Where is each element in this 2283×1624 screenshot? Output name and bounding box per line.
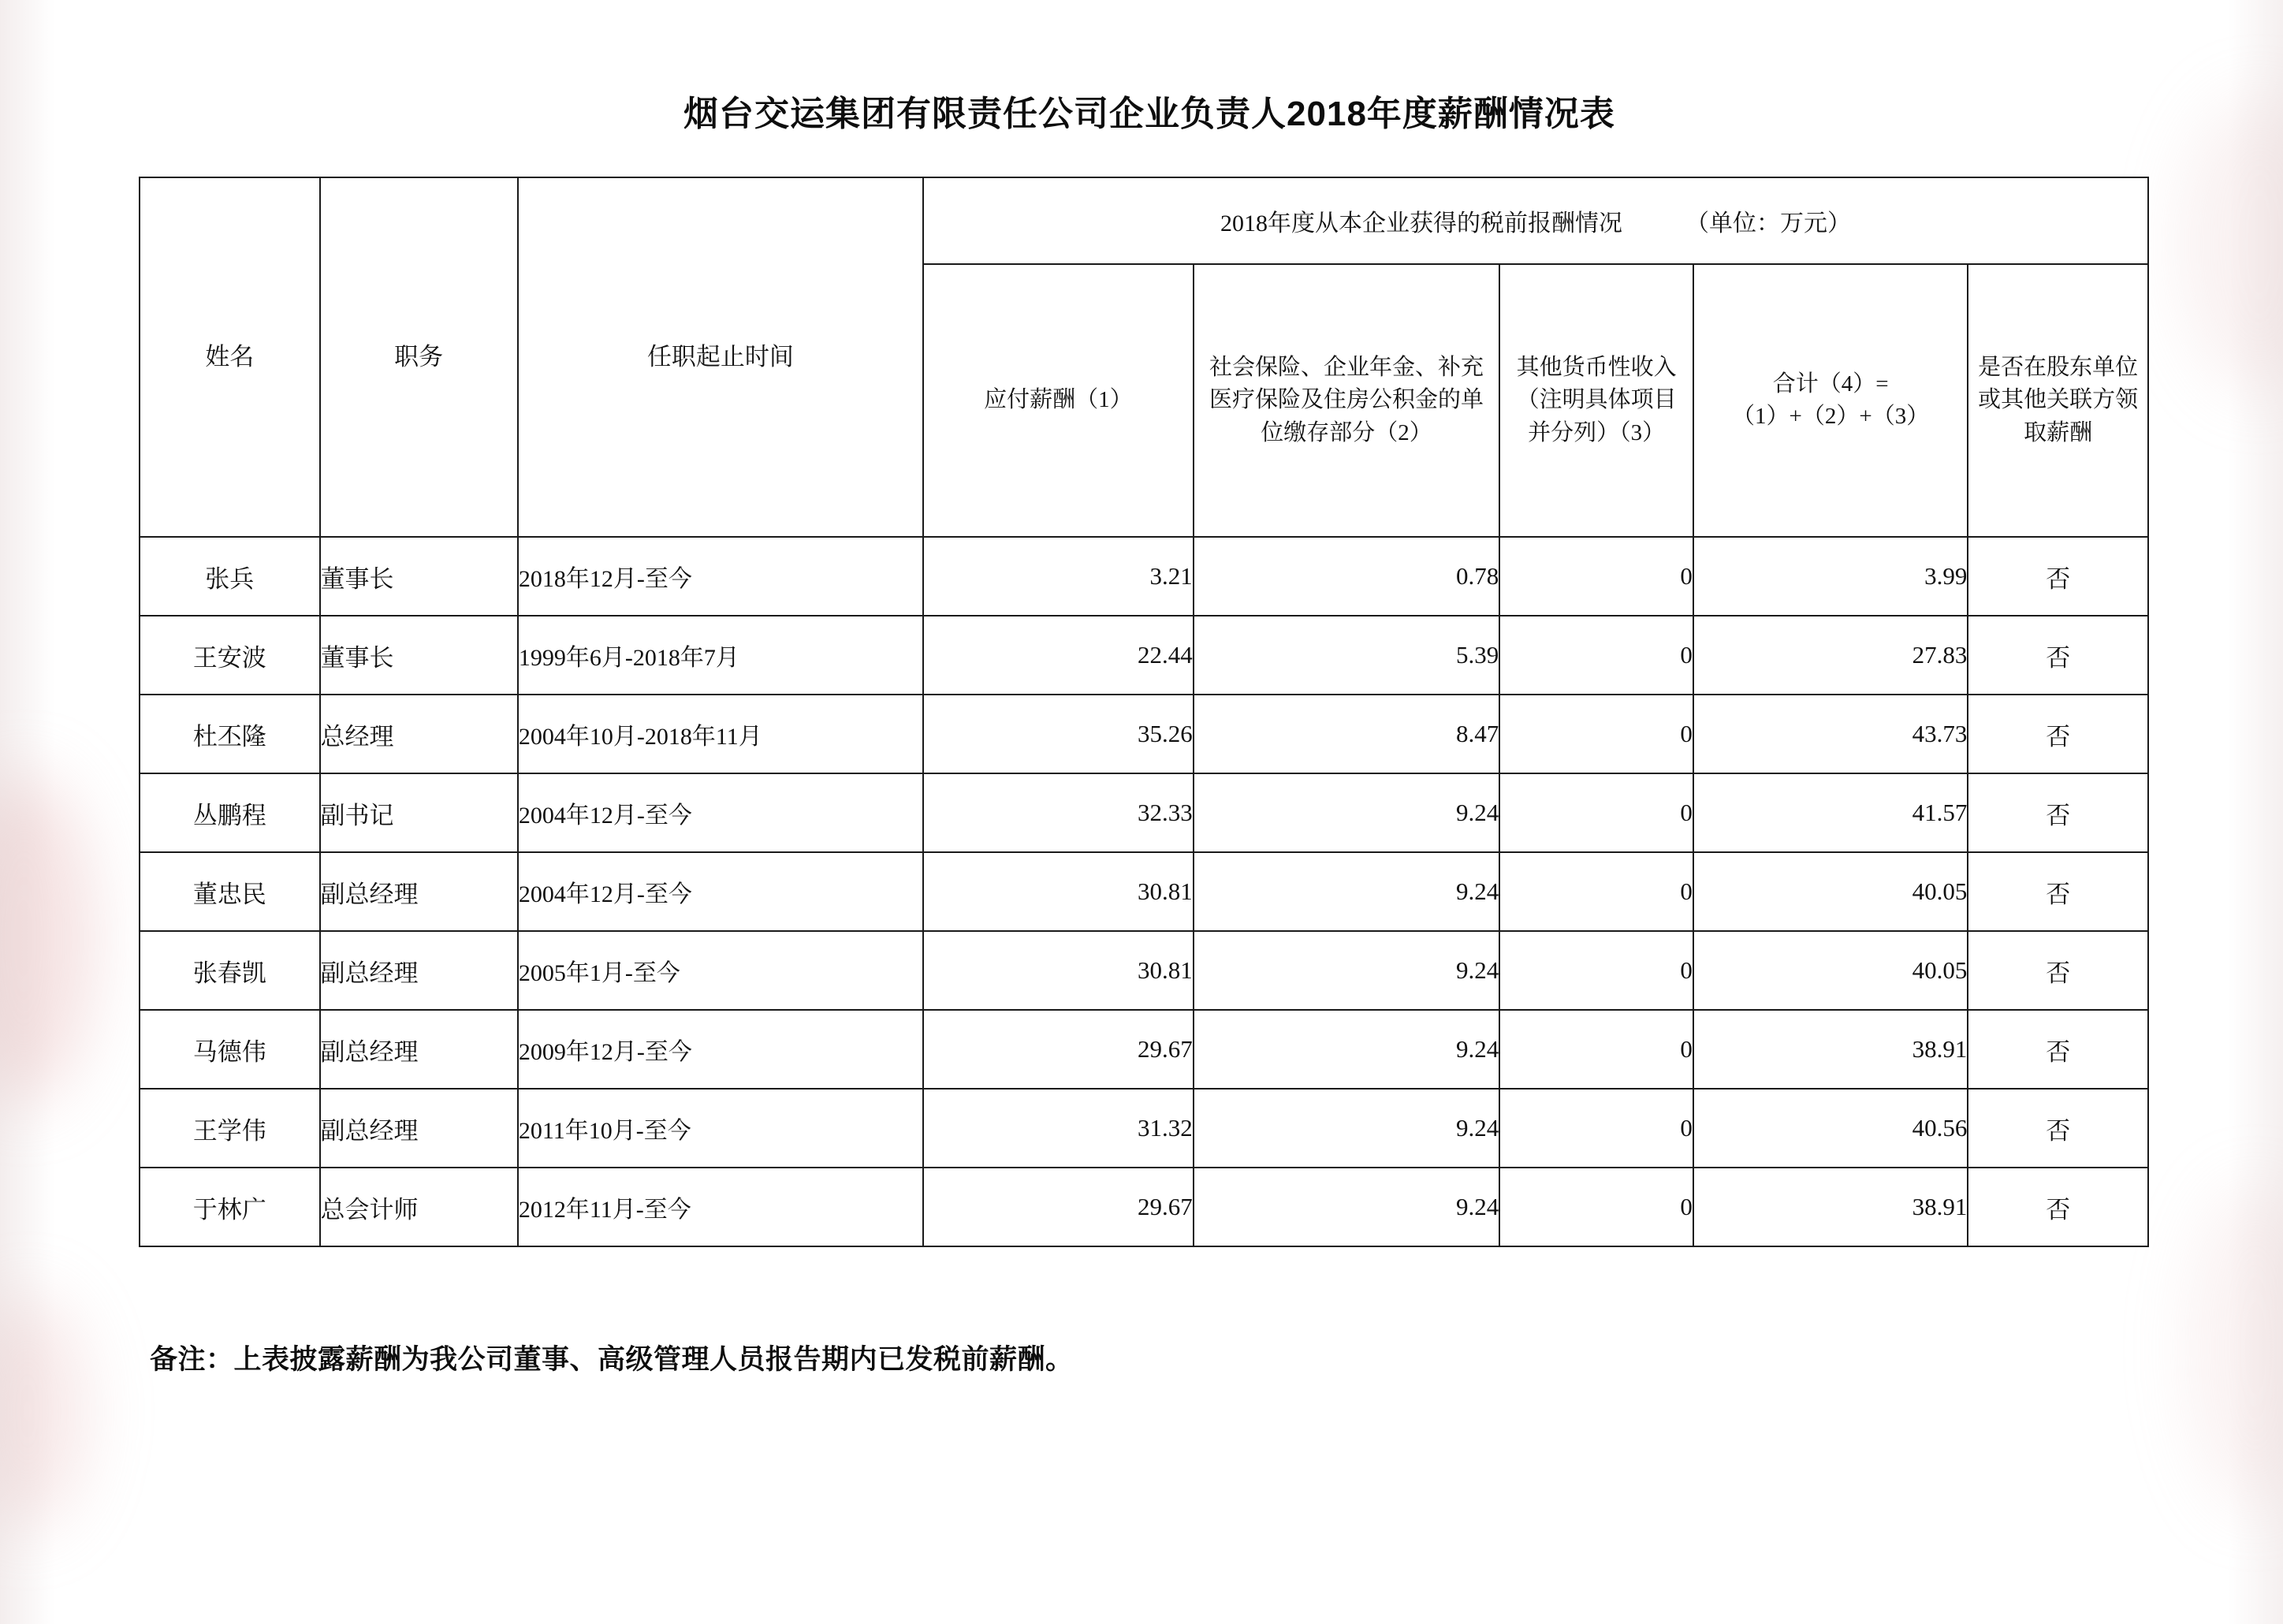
cell-position: 副总经理 [320,1010,518,1089]
page-title: 烟台交运集团有限责任公司企业负责人2018年度薪酬情况表 [683,95,1615,133]
cell-total: 38.91 [1693,1010,1968,1089]
column-header-other-income: 其他货币性收入（注明具体项目并分列）（3） [1499,264,1693,537]
cell-payable: 35.26 [923,695,1194,773]
column-header-period: 任职起止时间 [518,177,923,537]
cell-position: 副书记 [320,773,518,852]
cell-position: 副总经理 [320,1089,518,1168]
cell-insurance: 9.24 [1194,852,1499,931]
cell-position: 董事长 [320,537,518,616]
cell-related-party: 否 [1968,1168,2148,1246]
cell-payable: 32.33 [923,773,1194,852]
cell-insurance: 9.24 [1194,773,1499,852]
cell-period: 2004年12月-至今 [518,852,923,931]
column-header-name: 姓名 [140,177,320,537]
cell-payable: 29.67 [923,1168,1194,1246]
cell-total: 43.73 [1693,695,1968,773]
cell-period: 2005年1月-至今 [518,931,923,1010]
cell-name: 王安波 [140,616,320,695]
cell-name: 董忠民 [140,852,320,931]
cell-insurance: 0.78 [1194,537,1499,616]
cell-other-income: 0 [1499,773,1693,852]
table-row [140,931,2148,1010]
table-header-row-group [140,177,2148,264]
column-header-insurance: 社会保险、企业年金、补充医疗保险及住房公积金的单位缴存部分（2） [1194,264,1499,537]
cell-other-income: 0 [1499,931,1693,1010]
cell-position: 总会计师 [320,1168,518,1246]
cell-related-party: 否 [1968,852,2148,931]
cell-total: 3.99 [1693,537,1968,616]
table-row [140,695,2148,773]
column-header-payable: 应付薪酬（1） [923,264,1194,537]
salary-table [139,177,2149,1247]
cell-period: 2011年10月-至今 [518,1089,923,1168]
cell-other-income: 0 [1499,616,1693,695]
cell-other-income: 0 [1499,852,1693,931]
cell-related-party: 否 [1968,1010,2148,1089]
cell-name: 丛鹏程 [140,773,320,852]
table-header [140,177,2148,537]
cell-insurance: 9.24 [1194,1089,1499,1168]
cell-period: 2009年12月-至今 [518,1010,923,1089]
table-row [140,1089,2148,1168]
unit-note: （单位：万元） [1685,210,1851,237]
cell-related-party: 否 [1968,616,2148,695]
cell-payable: 30.81 [923,852,1194,931]
cell-total: 40.05 [1693,931,1968,1010]
column-header-position: 职务 [320,177,518,537]
cell-period: 2004年10月-2018年11月 [518,695,923,773]
cell-other-income: 0 [1499,1089,1693,1168]
cell-name: 王学伟 [140,1089,320,1168]
cell-period: 2018年12月-至今 [518,537,923,616]
table-row [140,537,2148,616]
cell-related-party: 否 [1968,695,2148,773]
cell-related-party: 否 [1968,773,2148,852]
cell-total: 40.56 [1693,1089,1968,1168]
table-row [140,852,2148,931]
cell-total: 27.83 [1693,616,1968,695]
cell-other-income: 0 [1499,1010,1693,1089]
cell-insurance: 9.24 [1194,1168,1499,1246]
cell-payable: 22.44 [923,616,1194,695]
cell-period: 2012年11月-至今 [518,1168,923,1246]
footnote: 备注：上表披露薪酬为我公司董事、高级管理人员报告期内已发税前薪酬。 [150,1344,1074,1375]
cell-position: 总经理 [320,695,518,773]
cell-insurance: 5.39 [1194,616,1499,695]
cell-position: 副总经理 [320,931,518,1010]
cell-name: 于林广 [140,1168,320,1246]
cell-total: 40.05 [1693,852,1968,931]
cell-other-income: 0 [1499,537,1693,616]
cell-name: 张春凯 [140,931,320,1010]
cell-payable: 3.21 [923,537,1194,616]
column-header-related-party: 是否在股东单位或其他关联方领取薪酬 [1968,264,2148,537]
table-row [140,1010,2148,1089]
cell-other-income: 0 [1499,1168,1693,1246]
column-header-group-pretax [923,177,2148,264]
table-row [140,616,2148,695]
cell-period: 2004年12月-至今 [518,773,923,852]
salary-table-container [0,177,2283,1247]
cell-name: 马德伟 [140,1010,320,1089]
table-row [140,1168,2148,1246]
cell-related-party: 否 [1968,537,2148,616]
cell-payable: 31.32 [923,1089,1194,1168]
cell-other-income: 0 [1499,695,1693,773]
cell-payable: 30.81 [923,931,1194,1010]
table-row [140,773,2148,852]
column-header-total: 合计（4）=（1）+（2）+（3） [1693,264,1968,537]
cell-period: 1999年6月-2018年7月 [518,616,923,695]
cell-name: 杜丕隆 [140,695,320,773]
cell-insurance: 9.24 [1194,931,1499,1010]
cell-payable: 29.67 [923,1010,1194,1089]
cell-insurance: 9.24 [1194,1010,1499,1089]
cell-name: 张兵 [140,537,320,616]
cell-insurance: 8.47 [1194,695,1499,773]
cell-position: 董事长 [320,616,518,695]
column-header-group-label: 2018年度从本企业获得的税前报酬情况 [1220,210,1622,237]
cell-total: 38.91 [1693,1168,1968,1246]
cell-related-party: 否 [1968,1089,2148,1168]
cell-related-party: 否 [1968,931,2148,1010]
table-body [140,537,2148,1246]
cell-position: 副总经理 [320,852,518,931]
cell-total: 41.57 [1693,773,1968,852]
